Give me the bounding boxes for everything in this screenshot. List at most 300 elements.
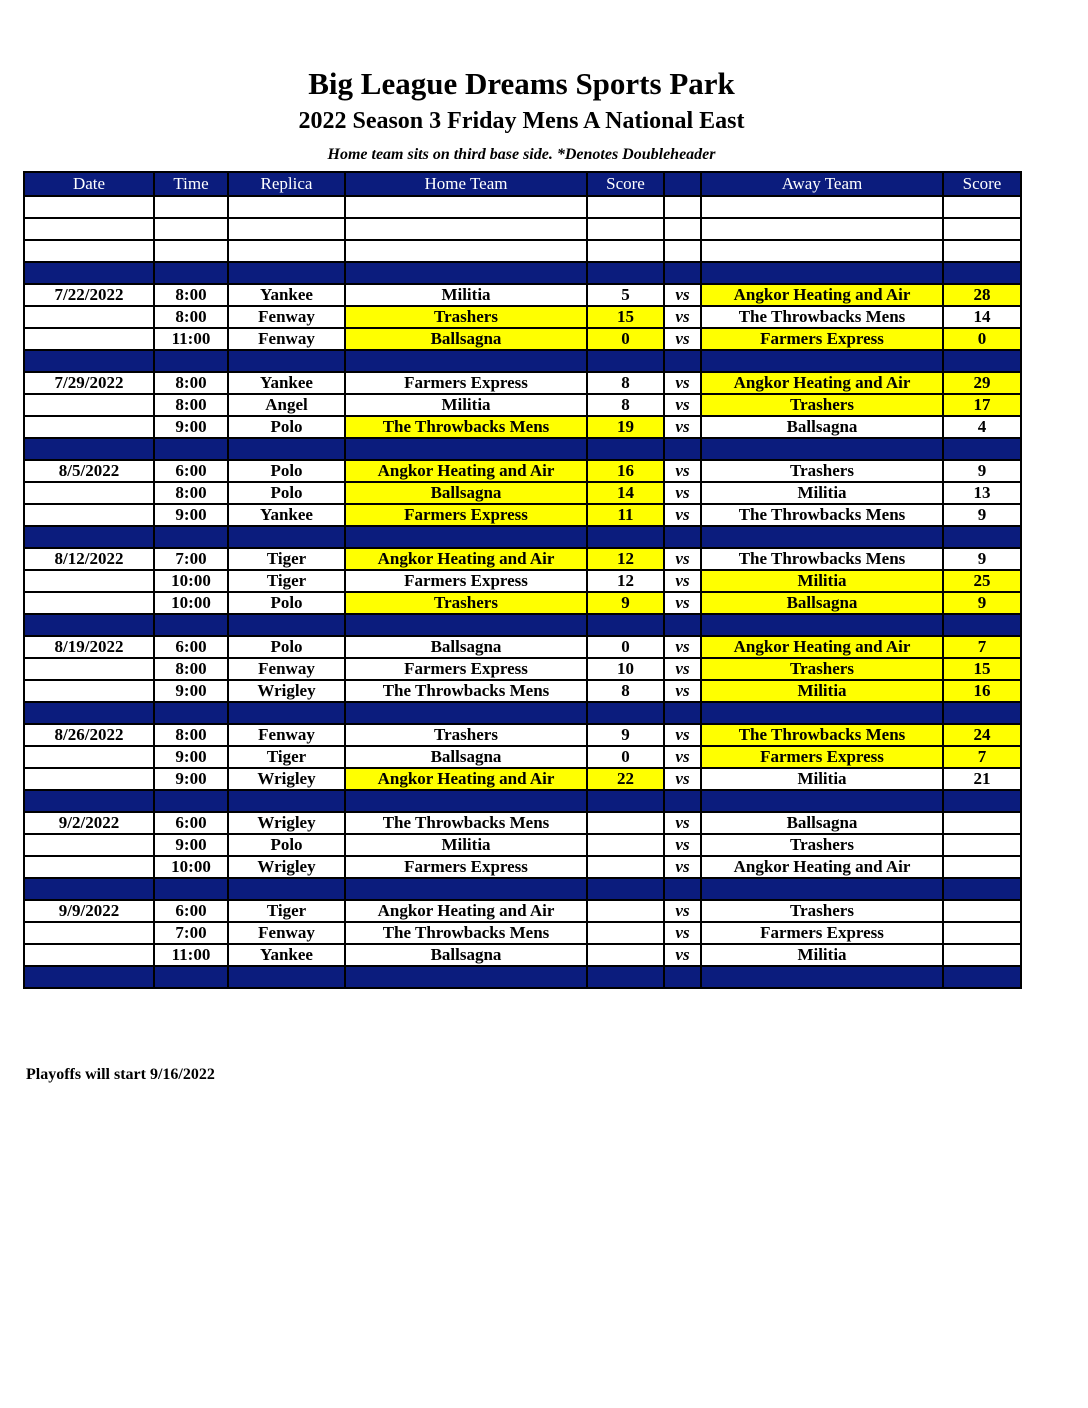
home-score-cell	[587, 218, 664, 240]
home-team-cell: Ballsagna	[345, 328, 587, 350]
home-score-cell: 22	[587, 768, 664, 790]
vs-cell	[664, 438, 701, 460]
vs-cell: vs	[664, 570, 701, 592]
date-cell: 7/29/2022	[24, 372, 154, 394]
col-header-time: Time	[154, 172, 228, 196]
game-row	[24, 306, 1021, 328]
date-cell	[24, 394, 154, 416]
date-cell: 9/9/2022	[24, 900, 154, 922]
time-cell: 9:00	[154, 768, 228, 790]
field-cell: Tiger	[228, 548, 345, 570]
time-cell	[154, 526, 228, 548]
blank-row	[24, 196, 1021, 218]
date-cell	[24, 768, 154, 790]
home-score-cell: 12	[587, 570, 664, 592]
game-row	[24, 460, 1021, 482]
home-score-cell	[587, 812, 664, 834]
game-row	[24, 284, 1021, 306]
blank-row	[24, 240, 1021, 262]
home-score-cell: 5	[587, 284, 664, 306]
week-separator-row	[24, 878, 1021, 900]
away-team-cell	[701, 790, 943, 812]
field-cell	[228, 350, 345, 372]
home-team-cell: Ballsagna	[345, 746, 587, 768]
home-team-cell: Farmers Express	[345, 856, 587, 878]
schedule-body	[24, 196, 1021, 988]
vs-cell: vs	[664, 856, 701, 878]
away-score-cell	[943, 526, 1021, 548]
field-cell: Fenway	[228, 658, 345, 680]
date-cell	[24, 614, 154, 636]
away-score-cell: 9	[943, 504, 1021, 526]
vs-cell: vs	[664, 724, 701, 746]
away-team-cell: The Throwbacks Mens	[701, 504, 943, 526]
away-team-cell: Farmers Express	[701, 328, 943, 350]
vs-cell: vs	[664, 306, 701, 328]
field-cell: Fenway	[228, 328, 345, 350]
vs-cell: vs	[664, 680, 701, 702]
away-score-cell: 17	[943, 394, 1021, 416]
vs-cell: vs	[664, 768, 701, 790]
date-cell	[24, 746, 154, 768]
field-cell: Angel	[228, 394, 345, 416]
game-row	[24, 746, 1021, 768]
home-team-cell: Trashers	[345, 724, 587, 746]
field-cell	[228, 196, 345, 218]
date-cell	[24, 878, 154, 900]
field-cell: Polo	[228, 636, 345, 658]
week-separator-row	[24, 262, 1021, 284]
time-cell: 10:00	[154, 570, 228, 592]
time-cell: 9:00	[154, 504, 228, 526]
vs-cell	[664, 790, 701, 812]
vs-cell: vs	[664, 746, 701, 768]
home-team-cell: Ballsagna	[345, 636, 587, 658]
away-team-cell: Farmers Express	[701, 746, 943, 768]
game-row	[24, 570, 1021, 592]
away-team-cell	[701, 438, 943, 460]
home-team-cell	[345, 262, 587, 284]
col-header-home-score: Score	[587, 172, 664, 196]
field-cell: Yankee	[228, 372, 345, 394]
away-score-cell	[943, 812, 1021, 834]
date-cell: 7/22/2022	[24, 284, 154, 306]
vs-cell	[664, 240, 701, 262]
home-team-cell: Angkor Heating and Air	[345, 768, 587, 790]
home-team-cell: Militia	[345, 834, 587, 856]
blank-row	[24, 218, 1021, 240]
date-cell	[24, 944, 154, 966]
field-cell	[228, 614, 345, 636]
time-cell: 11:00	[154, 944, 228, 966]
col-header-date: Date	[24, 172, 154, 196]
home-score-cell	[587, 834, 664, 856]
away-team-cell: Trashers	[701, 834, 943, 856]
vs-cell: vs	[664, 922, 701, 944]
time-cell: 8:00	[154, 306, 228, 328]
away-score-cell: 29	[943, 372, 1021, 394]
time-cell	[154, 438, 228, 460]
away-score-cell	[943, 614, 1021, 636]
field-cell	[228, 878, 345, 900]
vs-cell: vs	[664, 944, 701, 966]
away-team-cell: Farmers Express	[701, 922, 943, 944]
time-cell: 7:00	[154, 922, 228, 944]
away-score-cell	[943, 834, 1021, 856]
date-cell: 8/19/2022	[24, 636, 154, 658]
date-cell	[24, 966, 154, 988]
game-row	[24, 482, 1021, 504]
away-score-cell: 9	[943, 592, 1021, 614]
date-cell	[24, 218, 154, 240]
date-cell	[24, 702, 154, 724]
home-team-cell	[345, 614, 587, 636]
home-score-cell: 10	[587, 658, 664, 680]
field-cell: Yankee	[228, 504, 345, 526]
away-team-cell: Angkor Heating and Air	[701, 372, 943, 394]
home-team-cell	[345, 240, 587, 262]
away-score-cell: 24	[943, 724, 1021, 746]
home-team-cell: Militia	[345, 394, 587, 416]
date-cell	[24, 790, 154, 812]
home-team-cell	[345, 438, 587, 460]
time-cell: 6:00	[154, 900, 228, 922]
playoffs-note: Playoffs will start 9/16/2022	[26, 1066, 215, 1083]
vs-cell	[664, 526, 701, 548]
home-score-cell: 9	[587, 592, 664, 614]
home-score-cell	[587, 438, 664, 460]
date-cell	[24, 592, 154, 614]
field-cell	[228, 438, 345, 460]
away-team-cell: Trashers	[701, 658, 943, 680]
season-subtitle: 2022 Season 3 Friday Mens A National East	[298, 108, 745, 134]
away-score-cell: 25	[943, 570, 1021, 592]
home-score-cell: 19	[587, 416, 664, 438]
vs-cell: vs	[664, 416, 701, 438]
home-team-cell	[345, 966, 587, 988]
home-score-cell: 12	[587, 548, 664, 570]
vs-cell	[664, 614, 701, 636]
home-team-cell: Trashers	[345, 592, 587, 614]
field-cell: Wrigley	[228, 812, 345, 834]
home-score-cell: 9	[587, 724, 664, 746]
time-cell	[154, 218, 228, 240]
time-cell	[154, 966, 228, 988]
away-score-cell	[943, 966, 1021, 988]
week-separator-row	[24, 614, 1021, 636]
away-team-cell: The Throwbacks Mens	[701, 306, 943, 328]
vs-cell: vs	[664, 636, 701, 658]
date-cell	[24, 834, 154, 856]
time-cell: 8:00	[154, 394, 228, 416]
vs-cell	[664, 702, 701, 724]
field-cell: Polo	[228, 416, 345, 438]
away-team-cell	[701, 262, 943, 284]
col-header-vs	[664, 172, 701, 196]
away-team-cell: Trashers	[701, 460, 943, 482]
home-score-cell: 14	[587, 482, 664, 504]
home-score-cell	[587, 702, 664, 724]
game-row	[24, 416, 1021, 438]
away-score-cell: 9	[943, 548, 1021, 570]
home-team-cell: Ballsagna	[345, 482, 587, 504]
field-cell: Polo	[228, 592, 345, 614]
game-row	[24, 504, 1021, 526]
away-score-cell	[943, 702, 1021, 724]
time-cell: 6:00	[154, 460, 228, 482]
home-team-cell	[345, 526, 587, 548]
away-score-cell	[943, 438, 1021, 460]
away-score-cell	[943, 790, 1021, 812]
away-score-cell	[943, 262, 1021, 284]
home-team-cell	[345, 702, 587, 724]
field-cell	[228, 218, 345, 240]
week-separator-row	[24, 350, 1021, 372]
away-team-cell: Trashers	[701, 394, 943, 416]
week-separator-row	[24, 966, 1021, 988]
away-score-cell: 13	[943, 482, 1021, 504]
home-score-cell	[587, 790, 664, 812]
away-team-cell: Militia	[701, 768, 943, 790]
away-score-cell	[943, 856, 1021, 878]
away-team-cell: Trashers	[701, 900, 943, 922]
home-team-cell: The Throwbacks Mens	[345, 812, 587, 834]
home-score-cell	[587, 856, 664, 878]
away-team-cell: Militia	[701, 680, 943, 702]
game-row	[24, 548, 1021, 570]
col-header-away-score: Score	[943, 172, 1021, 196]
away-team-cell	[701, 966, 943, 988]
away-score-cell: 4	[943, 416, 1021, 438]
home-team-cell: Angkor Heating and Air	[345, 548, 587, 570]
away-score-cell: 16	[943, 680, 1021, 702]
vs-cell	[664, 878, 701, 900]
away-score-cell: 21	[943, 768, 1021, 790]
date-cell	[24, 438, 154, 460]
home-score-cell	[587, 900, 664, 922]
time-cell	[154, 702, 228, 724]
away-score-cell	[943, 196, 1021, 218]
field-cell: Polo	[228, 482, 345, 504]
home-team-cell	[345, 878, 587, 900]
home-score-cell: 8	[587, 372, 664, 394]
time-cell: 9:00	[154, 416, 228, 438]
time-cell: 8:00	[154, 284, 228, 306]
home-team-cell: Farmers Express	[345, 658, 587, 680]
field-cell	[228, 262, 345, 284]
home-score-cell	[587, 966, 664, 988]
game-row	[24, 812, 1021, 834]
date-cell	[24, 240, 154, 262]
date-cell	[24, 416, 154, 438]
home-score-cell: 11	[587, 504, 664, 526]
date-cell	[24, 196, 154, 218]
field-cell: Fenway	[228, 306, 345, 328]
field-cell	[228, 240, 345, 262]
away-score-cell	[943, 944, 1021, 966]
home-score-cell	[587, 526, 664, 548]
date-cell	[24, 570, 154, 592]
home-score-cell: 15	[587, 306, 664, 328]
date-cell	[24, 328, 154, 350]
date-cell	[24, 482, 154, 504]
home-score-cell	[587, 878, 664, 900]
field-cell: Polo	[228, 834, 345, 856]
game-row	[24, 636, 1021, 658]
game-row	[24, 372, 1021, 394]
game-row	[24, 328, 1021, 350]
col-header-home-team: Home Team	[345, 172, 587, 196]
game-row	[24, 680, 1021, 702]
home-score-cell: 0	[587, 746, 664, 768]
time-cell	[154, 196, 228, 218]
week-separator-row	[24, 790, 1021, 812]
game-row	[24, 922, 1021, 944]
away-score-cell: 28	[943, 284, 1021, 306]
away-team-cell	[701, 240, 943, 262]
time-cell: 8:00	[154, 658, 228, 680]
date-cell	[24, 504, 154, 526]
time-cell	[154, 790, 228, 812]
away-team-cell	[701, 218, 943, 240]
week-separator-row	[24, 526, 1021, 548]
date-cell	[24, 680, 154, 702]
away-score-cell	[943, 240, 1021, 262]
away-score-cell	[943, 878, 1021, 900]
time-cell: 8:00	[154, 724, 228, 746]
home-team-cell	[345, 790, 587, 812]
home-score-cell	[587, 614, 664, 636]
away-team-cell	[701, 878, 943, 900]
table-header-row	[24, 172, 1021, 196]
date-cell	[24, 350, 154, 372]
week-separator-row	[24, 702, 1021, 724]
home-score-cell	[587, 240, 664, 262]
away-team-cell: Ballsagna	[701, 812, 943, 834]
time-cell: 6:00	[154, 812, 228, 834]
vs-cell: vs	[664, 328, 701, 350]
away-score-cell: 0	[943, 328, 1021, 350]
vs-cell	[664, 218, 701, 240]
time-cell	[154, 350, 228, 372]
field-cell: Wrigley	[228, 680, 345, 702]
home-team-cell: The Throwbacks Mens	[345, 922, 587, 944]
home-team-cell: Angkor Heating and Air	[345, 460, 587, 482]
field-cell: Wrigley	[228, 768, 345, 790]
date-cell	[24, 922, 154, 944]
vs-cell: vs	[664, 460, 701, 482]
game-row	[24, 724, 1021, 746]
away-team-cell: Ballsagna	[701, 416, 943, 438]
home-score-cell	[587, 944, 664, 966]
date-cell	[24, 526, 154, 548]
game-row	[24, 856, 1021, 878]
date-cell: 8/5/2022	[24, 460, 154, 482]
time-cell: 9:00	[154, 680, 228, 702]
away-score-cell: 15	[943, 658, 1021, 680]
field-cell	[228, 702, 345, 724]
date-cell	[24, 306, 154, 328]
time-cell: 10:00	[154, 592, 228, 614]
away-team-cell	[701, 526, 943, 548]
home-team-cell: Militia	[345, 284, 587, 306]
vs-cell: vs	[664, 834, 701, 856]
vs-cell: vs	[664, 372, 701, 394]
home-team-cell: Farmers Express	[345, 504, 587, 526]
away-score-cell: 7	[943, 746, 1021, 768]
away-score-cell: 7	[943, 636, 1021, 658]
away-team-cell: The Throwbacks Mens	[701, 724, 943, 746]
vs-cell	[664, 350, 701, 372]
home-team-cell: Farmers Express	[345, 372, 587, 394]
field-cell: Yankee	[228, 284, 345, 306]
away-team-cell: Militia	[701, 482, 943, 504]
home-score-cell: 8	[587, 680, 664, 702]
away-team-cell	[701, 196, 943, 218]
home-score-cell: 0	[587, 328, 664, 350]
field-cell: Fenway	[228, 724, 345, 746]
home-score-cell: 0	[587, 636, 664, 658]
schedule-note: Home team sits on third base side. *Denotes Doubleheader	[327, 146, 716, 163]
time-cell: 10:00	[154, 856, 228, 878]
away-team-cell: Angkor Heating and Air	[701, 856, 943, 878]
vs-cell	[664, 262, 701, 284]
field-cell: Polo	[228, 460, 345, 482]
date-cell: 8/26/2022	[24, 724, 154, 746]
schedule-table	[23, 171, 1022, 989]
date-cell: 8/12/2022	[24, 548, 154, 570]
away-score-cell: 14	[943, 306, 1021, 328]
field-cell: Wrigley	[228, 856, 345, 878]
home-score-cell: 8	[587, 394, 664, 416]
week-separator-row	[24, 438, 1021, 460]
game-row	[24, 944, 1021, 966]
vs-cell: vs	[664, 394, 701, 416]
date-cell: 9/2/2022	[24, 812, 154, 834]
field-cell: Tiger	[228, 900, 345, 922]
home-team-cell	[345, 196, 587, 218]
home-team-cell: Trashers	[345, 306, 587, 328]
away-team-cell: Angkor Heating and Air	[701, 284, 943, 306]
away-score-cell: 9	[943, 460, 1021, 482]
away-team-cell: Militia	[701, 570, 943, 592]
away-score-cell	[943, 350, 1021, 372]
home-score-cell	[587, 922, 664, 944]
time-cell: 9:00	[154, 746, 228, 768]
time-cell: 11:00	[154, 328, 228, 350]
home-score-cell	[587, 262, 664, 284]
vs-cell	[664, 966, 701, 988]
away-score-cell	[943, 922, 1021, 944]
time-cell: 8:00	[154, 482, 228, 504]
field-cell	[228, 526, 345, 548]
date-cell	[24, 856, 154, 878]
time-cell: 8:00	[154, 372, 228, 394]
page-title: Big League Dreams Sports Park	[308, 66, 735, 101]
time-cell: 6:00	[154, 636, 228, 658]
game-row	[24, 900, 1021, 922]
time-cell: 7:00	[154, 548, 228, 570]
date-cell	[24, 658, 154, 680]
away-team-cell	[701, 350, 943, 372]
time-cell	[154, 614, 228, 636]
away-team-cell: Ballsagna	[701, 592, 943, 614]
field-cell: Fenway	[228, 922, 345, 944]
vs-cell: vs	[664, 548, 701, 570]
vs-cell	[664, 196, 701, 218]
vs-cell: vs	[664, 812, 701, 834]
game-row	[24, 834, 1021, 856]
